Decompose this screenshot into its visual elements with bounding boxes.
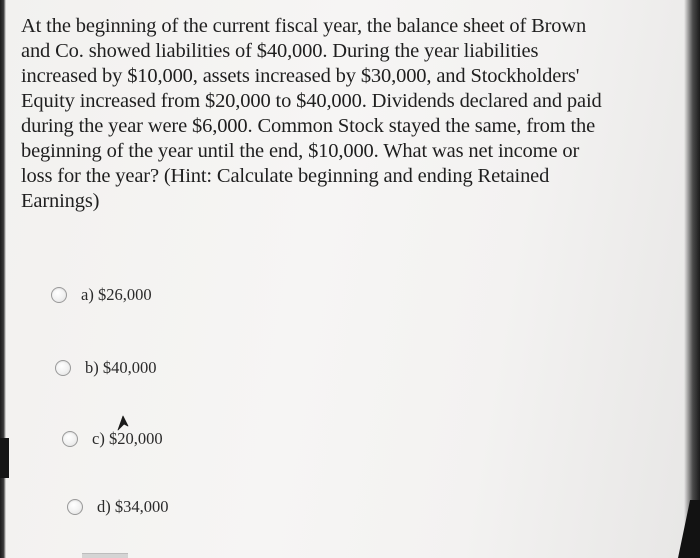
question-line: loss for the year? (Hint: Calculate beginning and ending Retained — [21, 165, 550, 187]
screen-bezel-corner — [678, 500, 700, 558]
bottom-edge-tab — [82, 553, 128, 558]
question-line: and Co. showed liabilities of $40,000. During the year liabilities — [21, 40, 539, 62]
question-line: At the beginning of the current fiscal year, the balance sheet of Brown — [21, 15, 587, 37]
answer-option-b[interactable] — [55, 358, 157, 378]
radio-icon[interactable] — [51, 287, 67, 303]
answer-option-a[interactable] — [51, 285, 152, 305]
answer-option-label: c) $20,000 — [92, 429, 163, 448]
answer-option-d[interactable] — [67, 497, 169, 517]
screen-bezel-left-tab — [0, 438, 9, 478]
radio-icon[interactable] — [67, 499, 83, 515]
question-line: Earnings) — [21, 190, 100, 212]
question-text — [21, 14, 681, 214]
question-line: increased by $10,000, assets increased by $30,000, and Stockholders' — [21, 65, 580, 87]
answer-option-label: d) $34,000 — [97, 497, 169, 516]
screen-bezel-right — [684, 0, 700, 558]
answer-option-c[interactable] — [62, 429, 163, 449]
answer-option-label: b) $40,000 — [85, 358, 157, 377]
question-line: Equity increased from $20,000 to $40,000. Dividends declared and paid — [21, 90, 602, 112]
question-line: during the year were $6,000. Common Stock stayed the same, from the — [21, 115, 596, 137]
radio-icon[interactable] — [62, 431, 78, 447]
mouse-pointer-icon — [116, 414, 130, 432]
radio-icon[interactable] — [55, 360, 71, 376]
answer-option-label: a) $26,000 — [81, 285, 152, 304]
question-line: beginning of the year until the end, $10,000. What was net income or — [21, 140, 580, 162]
